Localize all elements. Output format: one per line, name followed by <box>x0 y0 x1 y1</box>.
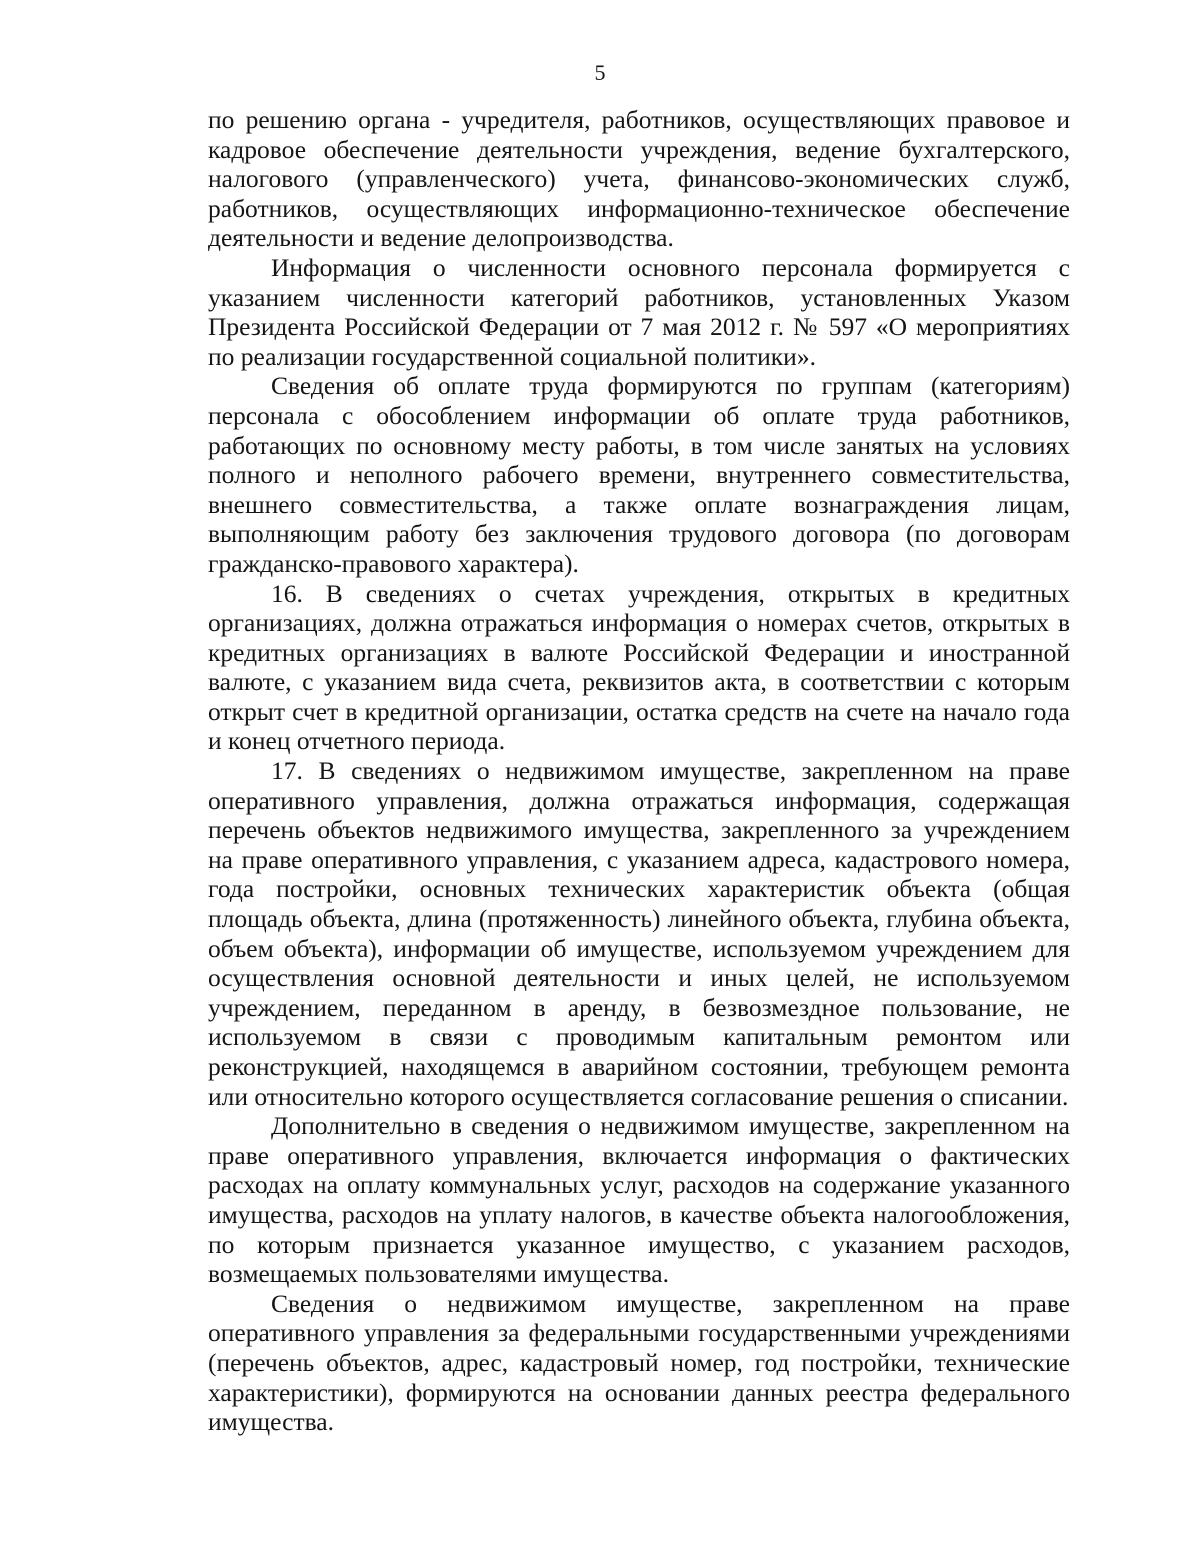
paragraph-item-17-real-estate: 17. В сведениях о недвижимом имуществе, закрепленном на праве оперативного управления, должна отражаться информация, содержащая перечень объектов недвижимого имущества, закрепленного за учреждением на праве оперативного управления, с указанием адреса, кадастрового номера, года постройки, основных технических характеристик объекта (общая площадь объекта, длина (протяженность) линейного объекта, глубина объекта, объем объекта), информации об имуществе, используемом учреждением для осуществления основной деятельности и иных целей, не используемом учреждением, переданном в аренду, в безвозмездное пользование, не используемом в связи с проводимым капитальным ремонтом или реконструкцией, находящемся в аварийном состоянии, требующем ремонта или относительно которого осуществляется согласование решения о списании. <box>208 756 1070 1111</box>
paragraph-item-16-accounts: 16. В сведениях о счетах учреждения, открытых в кредитных организациях, должна отражаться информация о номерах счетов, открытых в кредитных организациях в валюте Российской Федерации и иностранной валюте, с указанием вида счета, реквизитов акта, в соответствии с которым открыт счет в кредитной организации, остатка средств на счете на начало года и конец отчетного периода. <box>208 578 1070 756</box>
paragraph-federal-registry: Сведения о недвижимом имуществе, закрепленном на праве оперативного управления за федеральными государственными учреждениями (перечень объектов, адрес, кадастровый номер, год постройки, технические характеристики), формируются на основании данных реестра федерального имущества. <box>208 1288 1070 1437</box>
paragraph-additional-expenses: Дополнительно в сведения о недвижимом имуществе, закрепленном на праве оперативного управления, включается информация о фактических расходах на оплату коммунальных услуг, расходов на содержание указанного имущества, расходов на уплату налогов, в качестве объекта налогообложения, по которым признается указанное имущество, с указанием расходов, возмещаемых пользователями имущества. <box>208 1111 1070 1289</box>
document-body <box>208 105 1070 1437</box>
paragraph-staff-count-info: Информация о численности основного персонала формируется с указанием численности категорий работников, установленных Указом Президента Российской Федерации от 7 мая 2012 г. № 597 «О мероприятиях по реализации государственной социальной политики». <box>208 252 1070 371</box>
paragraph-wage-info: Сведения об оплате труда формируются по группам (категориям) персонала с обособлением информации об оплате труда работников, работающих по основному месту работы, в том числе занятых на условиях полного и неполного рабочего времени, внутреннего совместительства, внешнего совместительства, а также оплате вознаграждения лицам, выполняющим работу без заключения трудового договора (по договорам гражданско-правового характера). <box>208 371 1070 578</box>
page-number: 5 <box>594 60 606 85</box>
paragraph-continuation: по решению органа - учредителя, работников, осуществляющих правовое и кадровое обеспечение деятельности учреждения, ведение бухгалтерского, налогового (управленческого) учета, финансово-экономических служб, работников, осуществляющих информационно-техническое обеспечение деятельности и ведение делопроизводства. <box>208 105 1070 253</box>
